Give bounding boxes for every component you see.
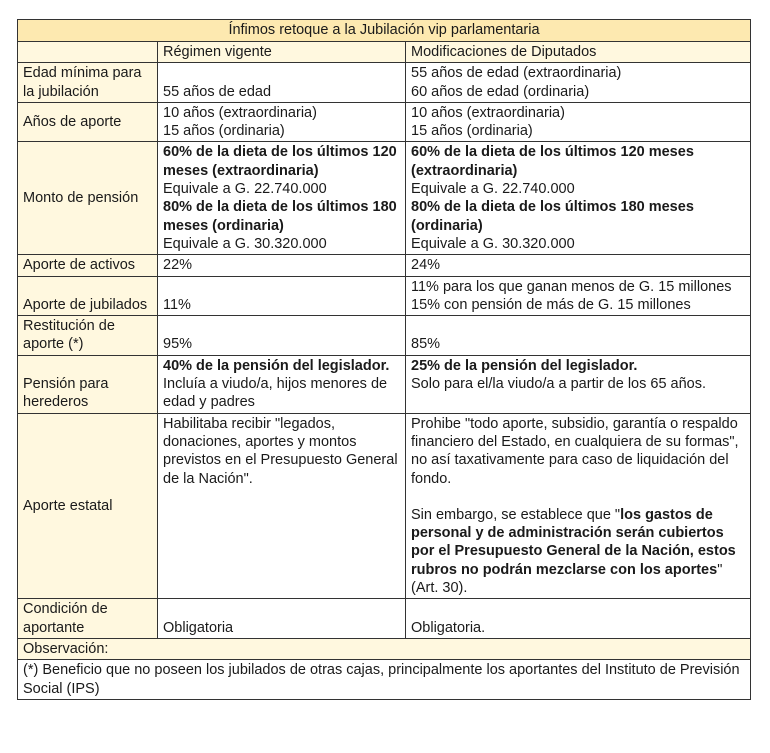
header-blank-cell: [18, 42, 158, 63]
observacion-label: Observación:: [18, 638, 751, 659]
cell-edad-mod: [406, 63, 751, 103]
cell-edad-vigente: 55 años de edad: [158, 63, 406, 103]
observacion-note: (*) Beneficio que no poseen los jubilados de otras cajas, principalmente los aportantes del Instituto de Previsión Social (IPS): [18, 660, 751, 700]
row-aporte-jubilados: [18, 276, 751, 316]
cell-jubilados-mod: [406, 276, 751, 316]
herederos-mod-text: Solo para el/la viudo/a a partir de los 65 años.: [411, 376, 707, 393]
estatal-mod-p2-suffix: " (Art. 30).: [411, 561, 723, 597]
header-modificaciones: Modificaciones de Diputados: [406, 42, 751, 63]
row-label-anios: Años de aporte: [18, 102, 158, 142]
row-condicion-aportante: [18, 599, 751, 639]
estatal-mod-paragraph-1: Prohibe "todo aporte, subsidio, garantía o respaldo financiero del Estado, en cualquiera de su formas", no así taxativamente para caso de liquidación del fondo.: [411, 415, 739, 487]
header-regimen-vigente: Régimen vigente: [158, 42, 406, 63]
row-label-estatal: Aporte estatal: [18, 413, 158, 599]
row-observacion-note: [18, 660, 751, 700]
row-aporte-activos: [18, 255, 751, 276]
monto-vigente-text-1: Equivale a G. 22.740.000: [163, 181, 327, 198]
cell-activos-vigente: 22%: [158, 255, 406, 276]
herederos-mod-bold: 25% de la pensión del legislador.: [411, 357, 638, 374]
cell-activos-mod: 24%: [406, 255, 751, 276]
edad-mod-line-2: 60 años de edad (ordinaria): [411, 83, 590, 100]
cell-restitucion-mod: 85%: [406, 316, 751, 356]
monto-mod-bold-2: 80% de la dieta de los últimos 180 meses (ordinaria): [411, 199, 694, 234]
row-label-edad: Edad mínima para la jubilación: [18, 63, 158, 103]
row-edad-minima: [18, 63, 751, 103]
row-monto-pension: [18, 142, 751, 255]
monto-mod-text-2: Equivale a G. 30.320.000: [411, 235, 575, 252]
row-restitucion-aporte: [18, 316, 751, 356]
jubilados-mod-line-1: 11% para los que ganan menos de G. 15 millones: [411, 278, 732, 295]
row-label-activos: Aporte de activos: [18, 255, 158, 276]
monto-vigente-bold-1: 60% de la dieta de los últimos 120 meses (extraordinaria): [163, 144, 397, 179]
estatal-mod-paragraph-gap: [411, 488, 745, 506]
row-label-restitucion: Restitución de aporte (*): [18, 316, 158, 356]
row-observacion-label: [18, 638, 751, 659]
cell-monto-mod: [406, 142, 751, 255]
row-label-monto: Monto de pensión: [18, 142, 158, 255]
estatal-mod-p2-prefix: Sin embargo, se establece que ": [411, 506, 621, 523]
cell-restitucion-vigente: 95%: [158, 316, 406, 356]
pension-comparison-table: [17, 19, 751, 700]
table-title: Ínfimos retoque a la Jubilación vip parlamentaria: [18, 20, 751, 42]
monto-mod-bold-1: 60% de la dieta de los últimos 120 meses (extraordinaria): [411, 144, 694, 179]
cell-jubilados-vigente: 11%: [158, 276, 406, 316]
row-aporte-estatal: [18, 413, 751, 599]
anios-vigente-line-2: 15 años (ordinaria): [163, 123, 285, 140]
estatal-mod-p2-bold: los gastos de personal y de administración serán cubiertos por el Presupuesto General de la Nación, estos rubros no podrán mezclarse con los aportes: [411, 506, 736, 578]
cell-condicion-vigente: Obligatoria: [158, 599, 406, 639]
cell-herederos-mod: [406, 355, 751, 413]
anios-mod-line-2: 15 años (ordinaria): [411, 123, 533, 140]
cell-estatal-vigente: Habilitaba recibir "legados, donaciones, aportes y montos previstos en el Presupuesto General de la Nación".: [158, 413, 406, 599]
jubilados-mod-line-2: 15% con pensión de más de G. 15 millones: [411, 296, 691, 313]
title-row: [18, 20, 751, 42]
row-label-condicion: Condición de aportante: [18, 599, 158, 639]
pension-comparison-table-wrapper: [17, 19, 750, 700]
anios-vigente-line-1: 10 años (extraordinaria): [163, 104, 317, 121]
monto-mod-text-1: Equivale a G. 22.740.000: [411, 181, 575, 198]
herederos-vigente-text: Incluía a viudo/a, hijos menores de edad y padres: [163, 376, 388, 411]
herederos-vigente-bold: 40% de la pensión del legislador.: [163, 357, 390, 374]
row-label-jubilados: Aporte de jubilados: [18, 276, 158, 316]
monto-vigente-text-2: Equivale a G. 30.320.000: [163, 235, 327, 252]
cell-condicion-mod: Obligatoria.: [406, 599, 751, 639]
row-anios-aporte: [18, 102, 751, 142]
estatal-mod-paragraph-2: [411, 506, 745, 597]
anios-mod-line-1: 10 años (extraordinaria): [411, 104, 565, 121]
cell-estatal-mod: [406, 413, 751, 599]
cell-anios-mod: [406, 102, 751, 142]
monto-vigente-bold-2: 80% de la dieta de los últimos 180 meses (ordinaria): [163, 199, 397, 234]
edad-mod-line-1: 55 años de edad (extraordinaria): [411, 65, 622, 82]
cell-herederos-vigente: [158, 355, 406, 413]
cell-anios-vigente: [158, 102, 406, 142]
row-pension-herederos: [18, 355, 751, 413]
cell-monto-vigente: [158, 142, 406, 255]
header-row: [18, 42, 751, 63]
row-label-herederos: Pensión para herederos: [18, 355, 158, 413]
